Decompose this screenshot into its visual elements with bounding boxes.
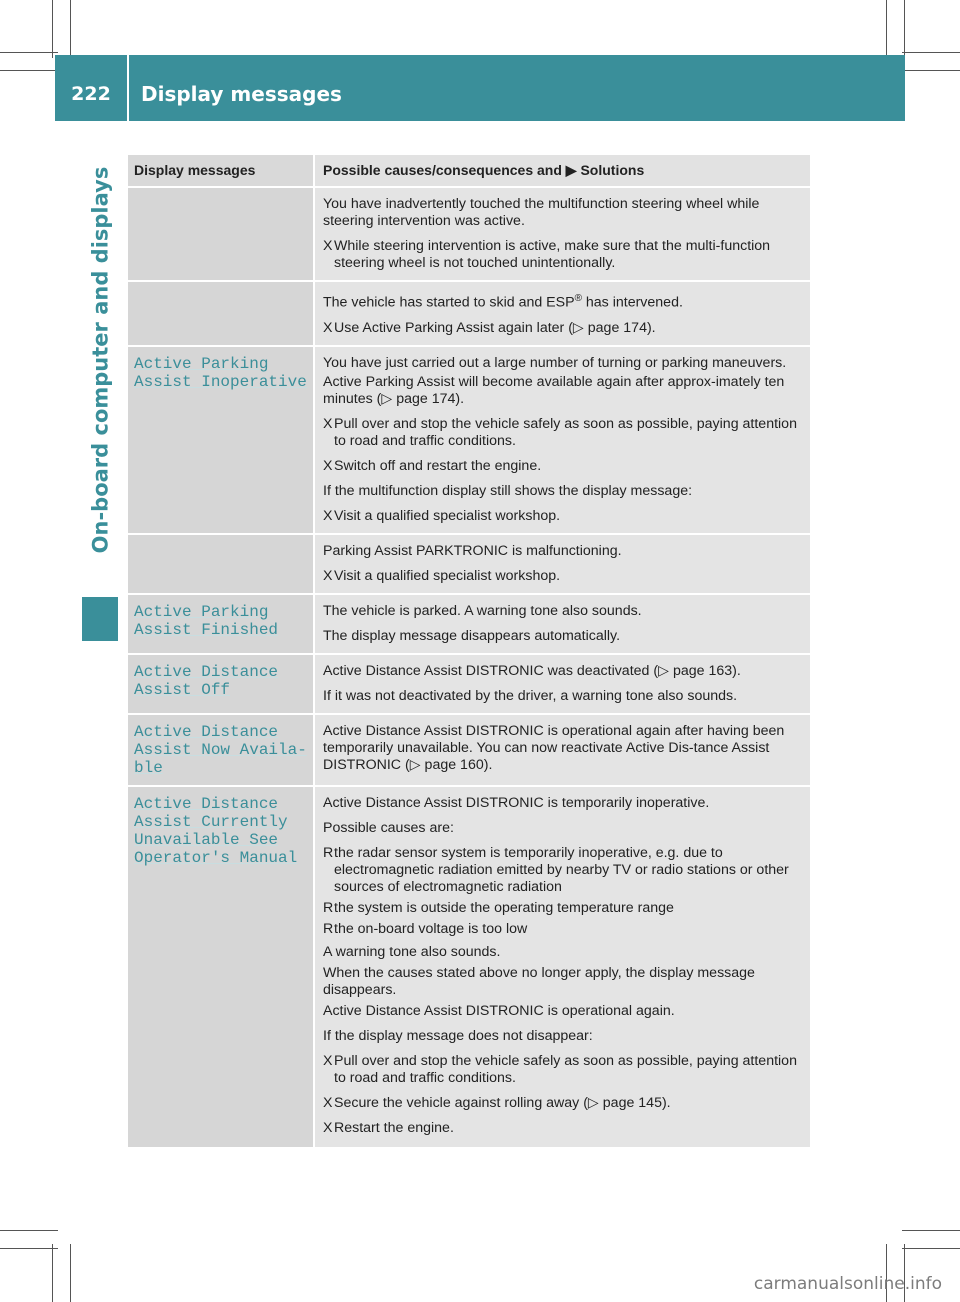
crop-mark (70, 0, 71, 58)
table-row (128, 715, 810, 787)
table-row (128, 188, 810, 282)
display-message-cell (128, 535, 315, 593)
page-number: 222 (71, 83, 111, 105)
table-row (128, 535, 810, 595)
table-row (128, 655, 810, 715)
crop-mark (0, 52, 58, 53)
step-marker-icon: X (323, 567, 333, 584)
step-marker-icon: X (323, 1094, 333, 1111)
table-row (128, 595, 810, 655)
display-message-cell (128, 655, 315, 713)
causes-cell: You have just carried out a large number of turning or parking maneuvers. Active Parking Assist will become available again after approx-imately ten minutes (▷ page 174). X Pull over and stop the vehicle safely as soon as possible, paying attention to road and traffic conditions. X Switch off and restart the engine. If the multifunction display still shows the display message: X Visit a qualified specialist workshop. (315, 347, 810, 533)
display-message-cell (128, 715, 315, 785)
step-marker-icon: X (323, 507, 333, 524)
column-header-causes: Possible causes/consequences and ▶ Solutions (315, 155, 810, 186)
column-header-display: Display messages (128, 155, 315, 186)
display-message-text: Active Parking Assist Finished (134, 602, 279, 639)
crop-mark (0, 1248, 58, 1249)
header-divider (127, 55, 129, 121)
display-message-text: Active Distance Assist Currently Unavailable See Operator's Manual (134, 794, 298, 867)
crop-mark (904, 0, 905, 58)
table-row (128, 347, 810, 535)
step-marker-icon: X (323, 319, 333, 336)
crop-mark (902, 52, 960, 53)
table-row (128, 787, 810, 1149)
page-header (55, 55, 905, 121)
crop-mark (0, 1230, 58, 1231)
step-marker-icon: X (323, 1052, 333, 1069)
table-row (128, 282, 810, 347)
crop-mark (902, 1230, 960, 1231)
causes-cell: Active Distance Assist DISTRONIC is operational again after having been temporarily unavailable. You can now reactivate Active Dis-tance Assist DISTRONIC (▷ page 160). (315, 715, 810, 785)
watermark: carmanualsonline.info (753, 1274, 942, 1294)
bullet-marker-icon: R (323, 844, 334, 861)
crop-mark (886, 0, 887, 58)
display-message-cell (128, 347, 315, 533)
display-message-cell (128, 188, 315, 280)
display-message-text: Active Parking Assist Inoperative (134, 354, 307, 391)
crop-mark (902, 70, 960, 71)
causes-cell: The vehicle has started to skid and ESP® has intervened. X Use Active Parking Assist again later (▷ page 174). (315, 282, 810, 345)
chapter-marker-box (82, 597, 118, 641)
causes-cell: Parking Assist PARKTRONIC is malfunctioning. X Visit a qualified specialist workshop. (315, 535, 810, 593)
step-marker-icon: X (323, 1119, 333, 1136)
crop-mark (52, 0, 53, 58)
display-message-text: Active Distance Assist Off (134, 662, 279, 699)
crop-mark (902, 1248, 960, 1249)
display-messages-table (128, 155, 810, 1149)
crop-mark (52, 1244, 53, 1302)
causes-cell: Active Distance Assist DISTRONIC was deactivated (▷ page 163). If it was not deactivated by the driver, a warning tone also sounds. (315, 655, 810, 713)
crop-mark (70, 1244, 71, 1302)
bullet-marker-icon: R (323, 920, 334, 937)
causes-cell: You have inadvertently touched the multifunction steering wheel while steering intervention was active. X While steering intervention is active, make sure that the multi-function steering wheel is not touched unintentionally. (315, 188, 810, 280)
step-marker-icon: X (323, 238, 333, 254)
arrow-icon: ▶ (565, 162, 577, 178)
chapter-side-tab (82, 122, 118, 597)
display-message-cell (128, 595, 315, 653)
display-message-cell (128, 787, 315, 1147)
display-message-text: Active Distance Assist Now Availa‐ ble (134, 722, 307, 777)
crop-mark (0, 70, 58, 71)
causes-cell: Active Distance Assist DISTRONIC is temporarily inoperative. Possible causes are: R the radar sensor system is temporarily inoperative, e.g. due to electromagnetic radiation emitted by nearby TV or radio stations or other sources of electromagnetic radiation R the system is outside the operating temperature range R the on-board voltage is too low A warning tone also sounds. When the causes stated above no longer apply, the display message disappears. Active Distance Assist DISTRONIC is operational again. If the display message does not disappear: X Pull over and stop the vehicle safely as soon as possible, paying attention to road and traffic conditions. X Secure the vehicle against rolling away (▷ page 145). X Restart the engine. (315, 787, 810, 1147)
table-header-row (128, 155, 810, 188)
causes-cell: The vehicle is parked. A warning tone also sounds. The display message disappears automatically. (315, 595, 810, 653)
chapter-title: On-board computer and displays (88, 166, 112, 553)
page-title: Display messages (141, 82, 342, 106)
step-marker-icon: X (323, 415, 333, 432)
display-message-cell (128, 282, 315, 345)
step-marker-icon: X (323, 457, 333, 474)
bullet-marker-icon: R (323, 899, 334, 916)
